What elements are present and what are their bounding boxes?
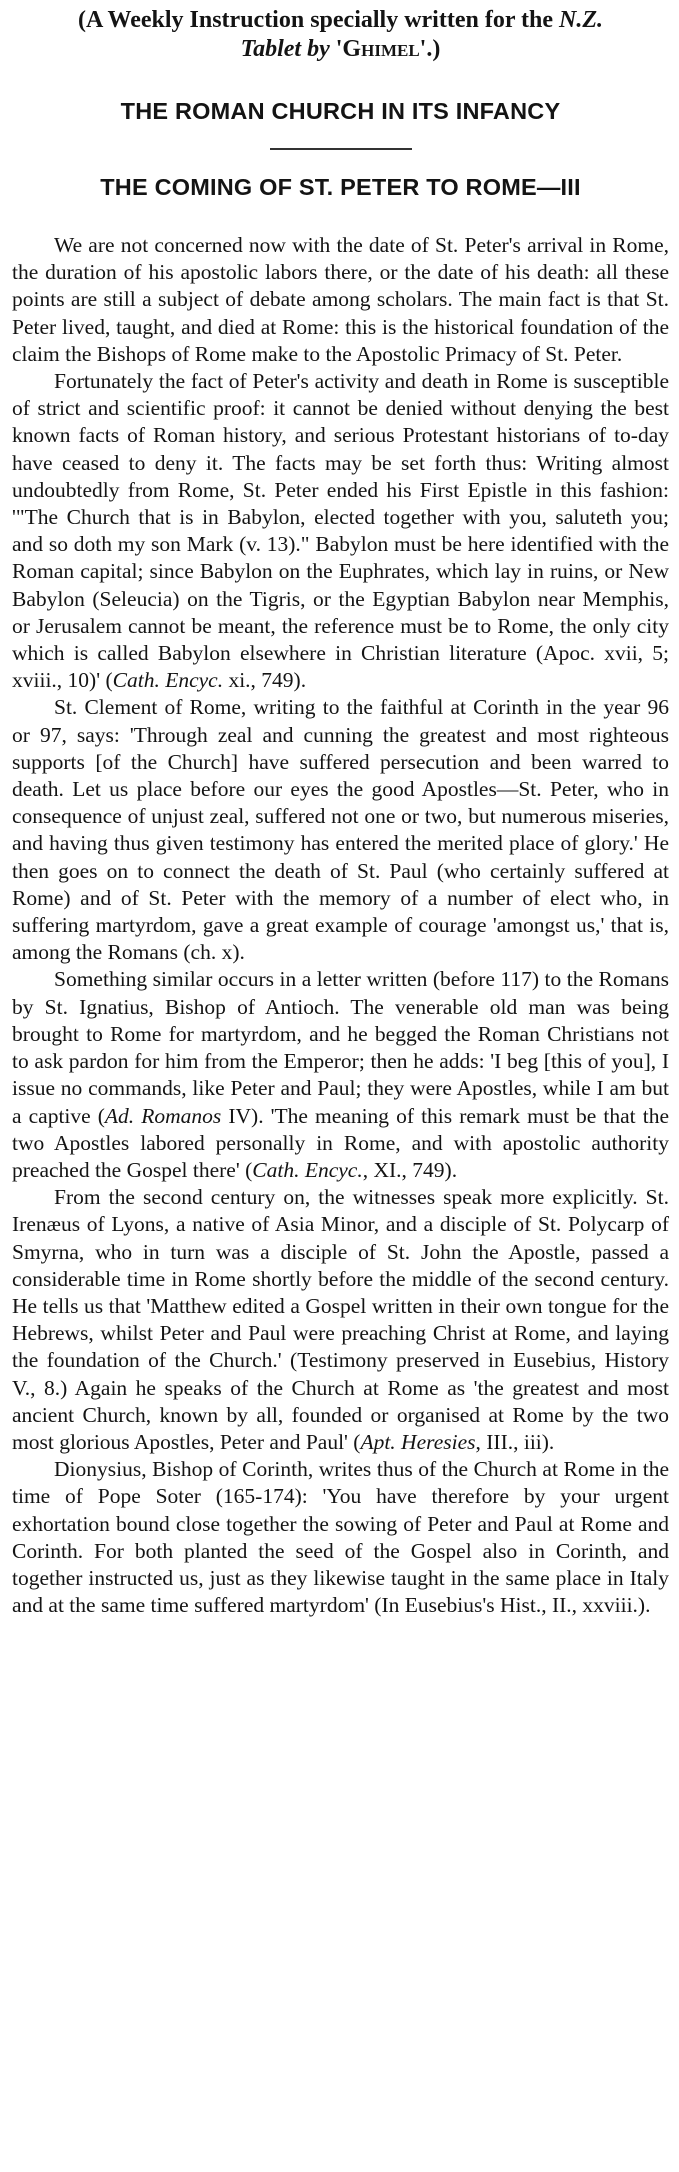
paragraph-4-citation-1: Ad. Romanos bbox=[104, 1103, 222, 1128]
paragraph-5 bbox=[12, 1184, 669, 1456]
article-body bbox=[12, 232, 669, 1619]
intro-suffix: .) bbox=[426, 36, 441, 62]
paragraph-3: St. Clement of Rome, writing to the faithful at Corinth in the year 96 or 97, says: 'Through zeal and cunning the greatest and most righteous supports [of the Church] have suffered persecution and been warred to death. Let us place before our eyes the good Apostles—St. Peter, who in consequence of unjust zeal, suffered not one or two, but numerous miseries, and having thus given testimony has entered the merited place of glory.' He then goes on to connect the death of St. Paul (who certainly suffered at Rome) and of St. Peter with the memory of a number of elect who, in suffering martyrdom, gave a great example of courage 'amongst us,' that is, among the Romans (ch. x). bbox=[12, 695, 669, 965]
paragraph-4 bbox=[12, 966, 669, 1184]
paragraph-6: Dionysius, Bishop of Corinth, writes thus of the Church at Rome in the time of Pope Soter (165-174): 'You have therefore by your urgent exhortation bound close together the sowing of Peter and Paul at Rome and Corinth. For both planted the seed of the Gospel also in Corinth, and together instructed us, just as they likewise taught in the same place in Italy and at the same time suffered martyrdom' (In Eusebius's Hist., II., xxviii.). bbox=[12, 1457, 669, 1618]
paragraph-2-citation: Cath. Encyc. bbox=[112, 668, 224, 693]
intro-tablet-by: Tablet by bbox=[240, 36, 330, 62]
paragraph-5-citation: Apt. Heresies bbox=[360, 1429, 476, 1454]
paragraph-2-text-a: Fortunately the fact of Peter's activity and death in Rome is susceptible of strict and scientific proof: it cannot be denied without denying the best known facts of Roman history, and serious Protestant historians of to-day have ceased to deny it. The facts may be set forth thus: Writing almost undoubtedly from Rome, St. Peter ended his First Epistle in this fashion: '"The Church that is in Babylon, elected together with you, saluteth you; and so doth my son Mark (v. 13)." Babylon must be here identified with the Roman capital; since Babylon on the Euphrates, which lay in ruins, or New Babylon (Seleucia) on the Tigris, or the Egyptian Babylon near Memphis, or Jerusalem cannot be meant, the reference must be to Rome, the only city which is called Babylon elsewhere in Christian literature (Apoc. xvii, 5; xviii., 10)' ( bbox=[12, 369, 669, 693]
paragraph-2-text-b: xi., 749). bbox=[223, 668, 307, 693]
article-headline: THE ROMAN CHURCH IN ITS INFANCY bbox=[120, 98, 561, 124]
article-subheadline: THE COMING OF ST. PETER TO ROME—III bbox=[100, 174, 581, 200]
intro-publication: N.Z. bbox=[559, 7, 604, 33]
paragraph-4-text-c: , XI., 749). bbox=[362, 1157, 458, 1182]
paragraph-4-citation-2: Cath. Encyc. bbox=[252, 1157, 363, 1182]
paragraph-2 bbox=[12, 368, 669, 694]
paragraph-4-text-a: Something similar occurs in a letter written (before 117) to the Romans by St. Ignatius, Bishop of Antioch. The venerable old man was being brought to Rome for martyrdom, and he begged the Roman Christians not to ask pardon for him from the Emperor; then he adds: 'I beg [this of you], I issue no commands, like Peter and Paul; they were Apostles, while I am but a captive ( bbox=[12, 967, 669, 1128]
intro-author: 'Ghimel' bbox=[335, 36, 427, 62]
intro-note bbox=[12, 6, 669, 64]
headline-divider bbox=[270, 148, 412, 150]
paragraph-1: We are not concerned now with the date of St. Peter's arrival in Rome, the duration of his apostolic labors there, or the date of his death: all these points are still a subject of debate among scholars. The main fact is that St. Peter lived, taught, and died at Rome: this is the historical foundation of the claim the Bishops of Rome make to the Apostolic Primacy of St. Peter. bbox=[12, 233, 669, 366]
intro-line1-prefix: (A Weekly Instruction specially written for the bbox=[77, 7, 560, 33]
paragraph-5-text-a: From the second century on, the witnesses speak more explicitly. St. Irenæus of Lyons, a native of Asia Minor, and a disciple of St. Polycarp of Smyrna, who in turn was a disciple of St. John the Apostle, passed a considerable time in Rome shortly before the middle of the second century. He tells us that 'Matthew edited a Gospel written in their own tongue for the Hebrews, whilst Peter and Paul were preaching Christ at Rome, and laying the foundation of the Church.' (Testimony preserved in Eusebius, History V., 8.) Again he speaks of the Church at Rome as 'the greatest and most ancient Church, known by all, founded or organised at Rome by the two most glorious Apostles, Peter and Paul' ( bbox=[12, 1185, 669, 1454]
paragraph-5-text-b: , III., iii). bbox=[475, 1429, 555, 1454]
paragraph-4-text-b: IV). 'The meaning of this remark must be that the two Apostles labored personally in Rome, and with apostolic authority preached the Gospel there' ( bbox=[12, 1103, 669, 1182]
